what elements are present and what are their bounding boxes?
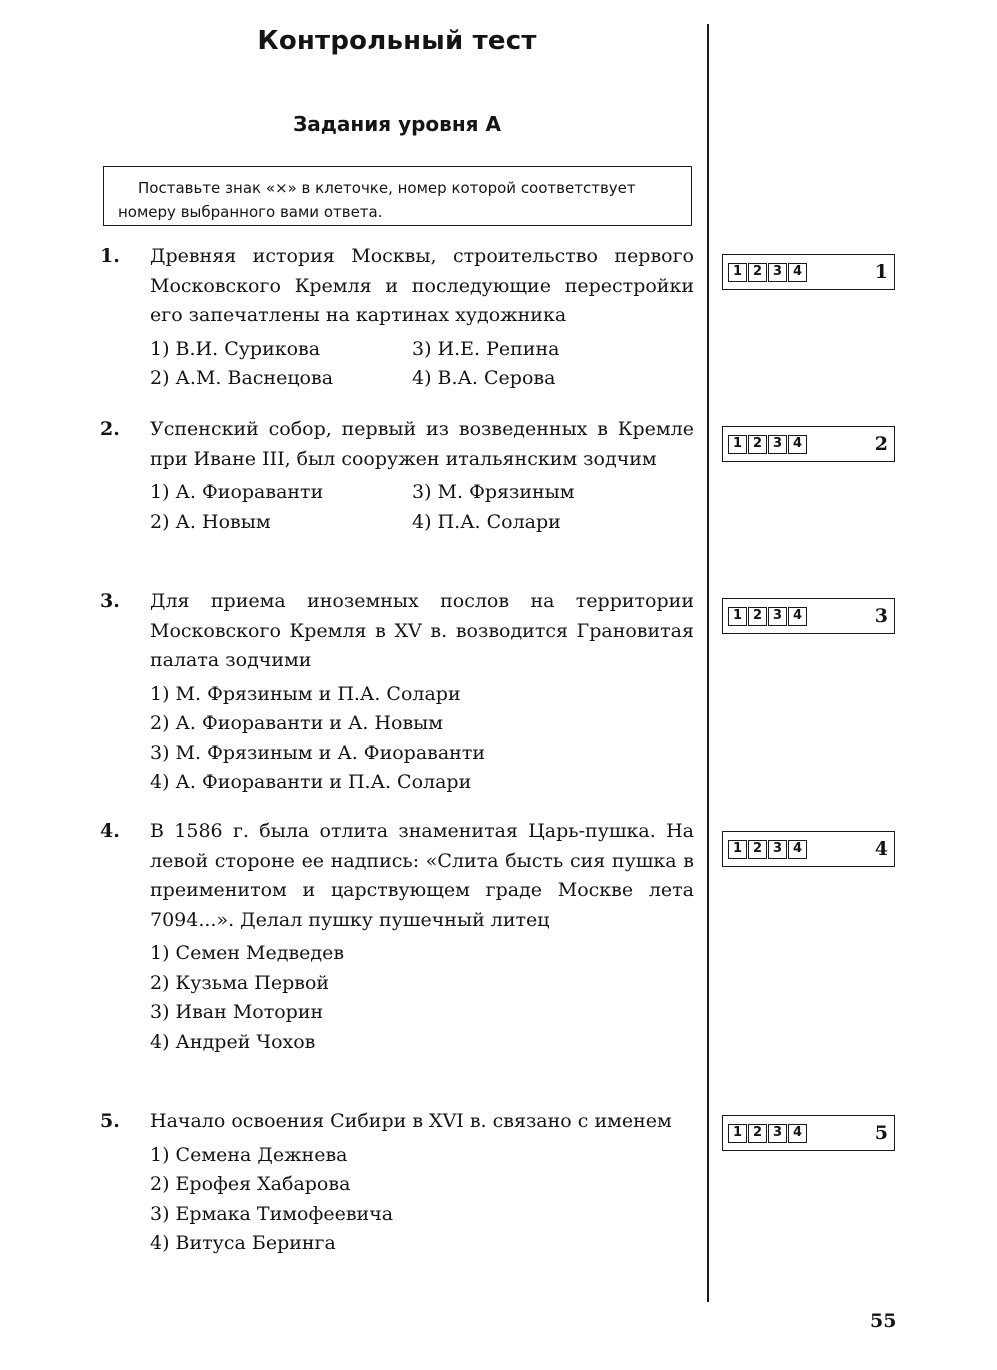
- option-2: 2) Ерофея Хабарова: [150, 1173, 351, 1195]
- option-4: 4) В.А. Серова: [412, 367, 556, 389]
- answer-box-2: [722, 426, 895, 462]
- question-4: [100, 817, 694, 1057]
- answer-box-number: 3: [874, 605, 888, 627]
- option-4: 4) П.А. Солари: [412, 510, 561, 533]
- answer-cell-1[interactable]: 1: [728, 607, 747, 626]
- answer-box-number: 5: [874, 1122, 888, 1144]
- option-3: 3) Ермака Тимофеевича: [150, 1202, 394, 1225]
- answer-cell-4[interactable]: 4: [788, 607, 807, 626]
- option-1: 1) М. Фрязиным и П.А. Солари: [150, 682, 461, 705]
- answer-cell-2[interactable]: 2: [748, 263, 767, 282]
- answer-cell-4[interactable]: 4: [788, 840, 807, 859]
- answer-cell-3[interactable]: 3: [768, 840, 787, 859]
- answer-cell-2[interactable]: 2: [748, 1124, 767, 1143]
- option-2: 2) А. Новым: [150, 510, 271, 533]
- answer-cell-2[interactable]: 2: [748, 840, 767, 859]
- answer-column-divider: [707, 24, 709, 1302]
- option-3: 3) И.Е. Репина: [412, 337, 560, 360]
- question-number: 4.: [100, 820, 120, 842]
- answer-cell-1[interactable]: 1: [728, 435, 747, 454]
- answer-box-number: 1: [874, 261, 888, 283]
- option-4: 4) А. Фиораванти и П.А. Солари: [150, 771, 472, 793]
- answer-options: [150, 335, 694, 394]
- question-2: [100, 415, 694, 537]
- page-number: 55: [870, 1310, 897, 1332]
- option-3: 3) М. Фрязиным: [412, 481, 575, 503]
- answer-options: [150, 1141, 694, 1259]
- answer-box-1: [722, 254, 895, 290]
- answer-box-3: [722, 598, 895, 634]
- question-text: В 1586 г. была отлита знаменитая Царь-пушка. На левой стороне ее надпись: «Слита бысть сия пушка в преименитом и царствующем граде Москве лета 7094...». Делал пушку пушечный литец: [150, 820, 694, 931]
- question-number: 2.: [100, 418, 120, 440]
- section-subtitle: Задания уровня А: [293, 112, 501, 136]
- answer-options: [150, 939, 694, 1057]
- answer-cell-4[interactable]: 4: [788, 1124, 807, 1143]
- question-3: [100, 587, 694, 798]
- answer-cell-1[interactable]: 1: [728, 263, 747, 282]
- question-text: Начало освоения Сибири в XVI в. связано с именем: [150, 1110, 672, 1132]
- answer-box-number: 4: [874, 838, 888, 860]
- answer-cell-2[interactable]: 2: [748, 607, 767, 626]
- answer-box-number: 2: [874, 433, 888, 455]
- question-text: Успенский собор, первый из возведенных в Кремле при Иване III, был сооружен итальянским зодчим: [150, 418, 694, 470]
- option-1: 1) В.И. Сурикова: [150, 337, 321, 360]
- option-3: 3) Иван Моторин: [150, 1001, 324, 1023]
- question-number: 1.: [100, 245, 120, 267]
- answer-box-4: [722, 831, 895, 867]
- answer-cell-1[interactable]: 1: [728, 840, 747, 859]
- answer-cell-4[interactable]: 4: [788, 263, 807, 282]
- answer-cell-3[interactable]: 3: [768, 607, 787, 626]
- option-2: 2) Кузьма Первой: [150, 971, 330, 994]
- answer-options: [150, 478, 694, 537]
- answer-options: [150, 680, 694, 798]
- instruction-box: Поставьте знак «×» в клеточке, номер которой соответствует номеру выбранного вами ответа.: [103, 166, 692, 226]
- answer-cells: [728, 607, 808, 626]
- option-4: 4) Витуса Беринга: [150, 1232, 336, 1254]
- answer-cells: [728, 1124, 808, 1143]
- option-4: 4) Андрей Чохов: [150, 1030, 316, 1053]
- answer-cells: [728, 435, 808, 454]
- answer-cells: [728, 840, 808, 859]
- option-2: 2) А. Фиораванти и А. Новым: [150, 712, 444, 734]
- option-2: 2) А.М. Васнецова: [150, 367, 334, 389]
- question-text: Древняя история Москвы, строительство первого Московского Кремля и последующие перестройки его запечатлены на картинах художника: [150, 245, 694, 326]
- question-number: 3.: [100, 590, 120, 612]
- question-5: [100, 1107, 694, 1259]
- answer-cell-1[interactable]: 1: [728, 1124, 747, 1143]
- option-1: 1) Семен Медведев: [150, 942, 345, 964]
- question-text: Для приема иноземных послов на территории Московского Кремля в XV в. возводится Грановитая палата зодчими: [150, 590, 694, 671]
- answer-cell-2[interactable]: 2: [748, 435, 767, 454]
- option-1: 1) А. Фиораванти: [150, 481, 324, 503]
- question-number: 5.: [100, 1110, 120, 1132]
- answer-cell-3[interactable]: 3: [768, 1124, 787, 1143]
- answer-box-5: [722, 1115, 895, 1151]
- answer-cells: [728, 263, 808, 282]
- answer-cell-3[interactable]: 3: [768, 435, 787, 454]
- option-3: 3) М. Фрязиным и А. Фиораванти: [150, 741, 486, 764]
- answer-cell-3[interactable]: 3: [768, 263, 787, 282]
- answer-cell-4[interactable]: 4: [788, 435, 807, 454]
- page-title: Контрольный тест: [257, 26, 537, 56]
- option-1: 1) Семена Дежнева: [150, 1143, 348, 1166]
- question-1: [100, 242, 694, 394]
